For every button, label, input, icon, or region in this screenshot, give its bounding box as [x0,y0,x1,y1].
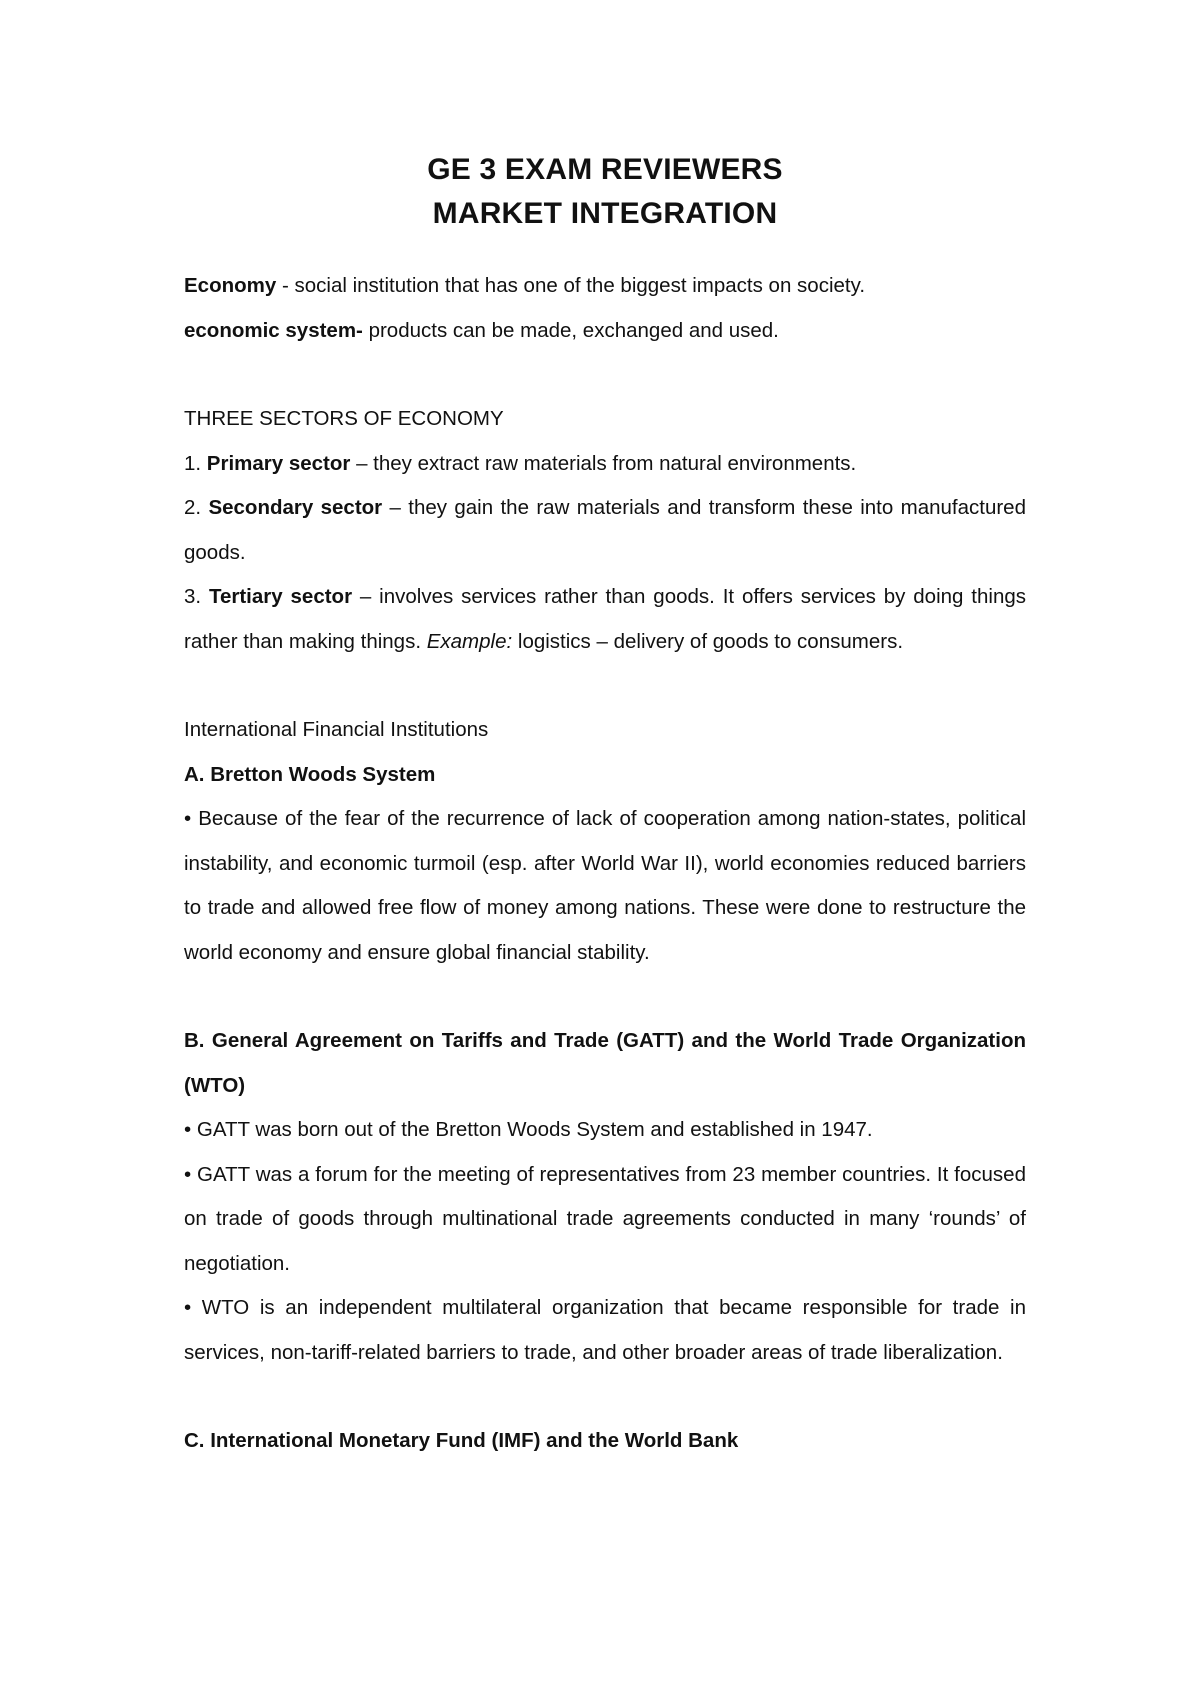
gatt-bullet-3: • WTO is an independent multilateral organization that became responsible for trade in services, non-tariff-related barriers to trade, and other broader areas of trade liberalization. [184,1296,1026,1364]
document-title [184,148,1026,236]
imf-world-bank-heading: C. International Monetary Fund (IMF) and the World Bank [184,1429,739,1452]
sector-text: – they extract raw materials from natural environments. [350,451,857,475]
sector-number: 3. [184,585,209,608]
gatt-bullet-1: • GATT was born out of the Bretton Woods System and established in 1947. [184,1118,873,1141]
sector-item-tertiary [184,575,1026,664]
spacer [184,353,1026,397]
spacer [184,975,1026,1019]
bretton-woods-bullet: • Because of the fear of the recurrence of lack of cooperation among nation-states, political instability, and economic turmoil (esp. after World War II), world economies reduced barriers to trade and allowed free flow of money among nations. These were done to restructure the world economy and ensure global financial stability. [184,807,1026,964]
gatt-wto-heading: B. General Agreement on Tariffs and Trade (GATT) and the World Trade Organization (WTO) [184,1029,1026,1097]
sector-term: Secondary sector [208,496,383,519]
sector-item-secondary [184,486,1026,575]
sector-term: Tertiary sector [208,585,353,608]
institutions-heading: International Financial Institutions [184,718,489,741]
gatt-bullet-2: • GATT was a forum for the meeting of representatives from 23 member countries. It focused on trade of goods through multinational trade agreements conducted in many ‘rounds’ of negotiation. [184,1162,1026,1275]
title-line-1: GE 3 EXAM REVIEWERS [427,153,783,186]
sector-text: – they gain the raw materials and transform these into manufactured goods. [184,496,1026,564]
economic-system-definition [184,309,1026,354]
spacer [184,664,1026,708]
economy-term: Economy [184,274,277,297]
sector-text: – involves services rather than goods. It offers services by doing things rather than making things. [184,585,1026,653]
example-text: logistics – delivery of goods to consumers. [512,629,904,653]
example-label: Example: [426,629,513,653]
economy-definition [184,264,1026,309]
sector-item-primary [184,442,1026,487]
sector-number: 1. [184,451,207,475]
bretton-woods-heading: A. Bretton Woods System [184,762,436,786]
economic-system-term: economic system- [184,318,363,342]
sector-term: Primary sector [206,451,351,475]
title-line-2: MARKET INTEGRATION [432,197,778,230]
sector-number: 2. [184,496,209,519]
economic-system-text: products can be made, exchanged and used. [362,318,779,342]
document-body [184,148,1026,1464]
sectors-heading: THREE SECTORS OF ECONOMY [184,407,504,430]
economy-text: - social institution that has one of the biggest impacts on society. [276,274,866,297]
spacer [184,1375,1026,1419]
